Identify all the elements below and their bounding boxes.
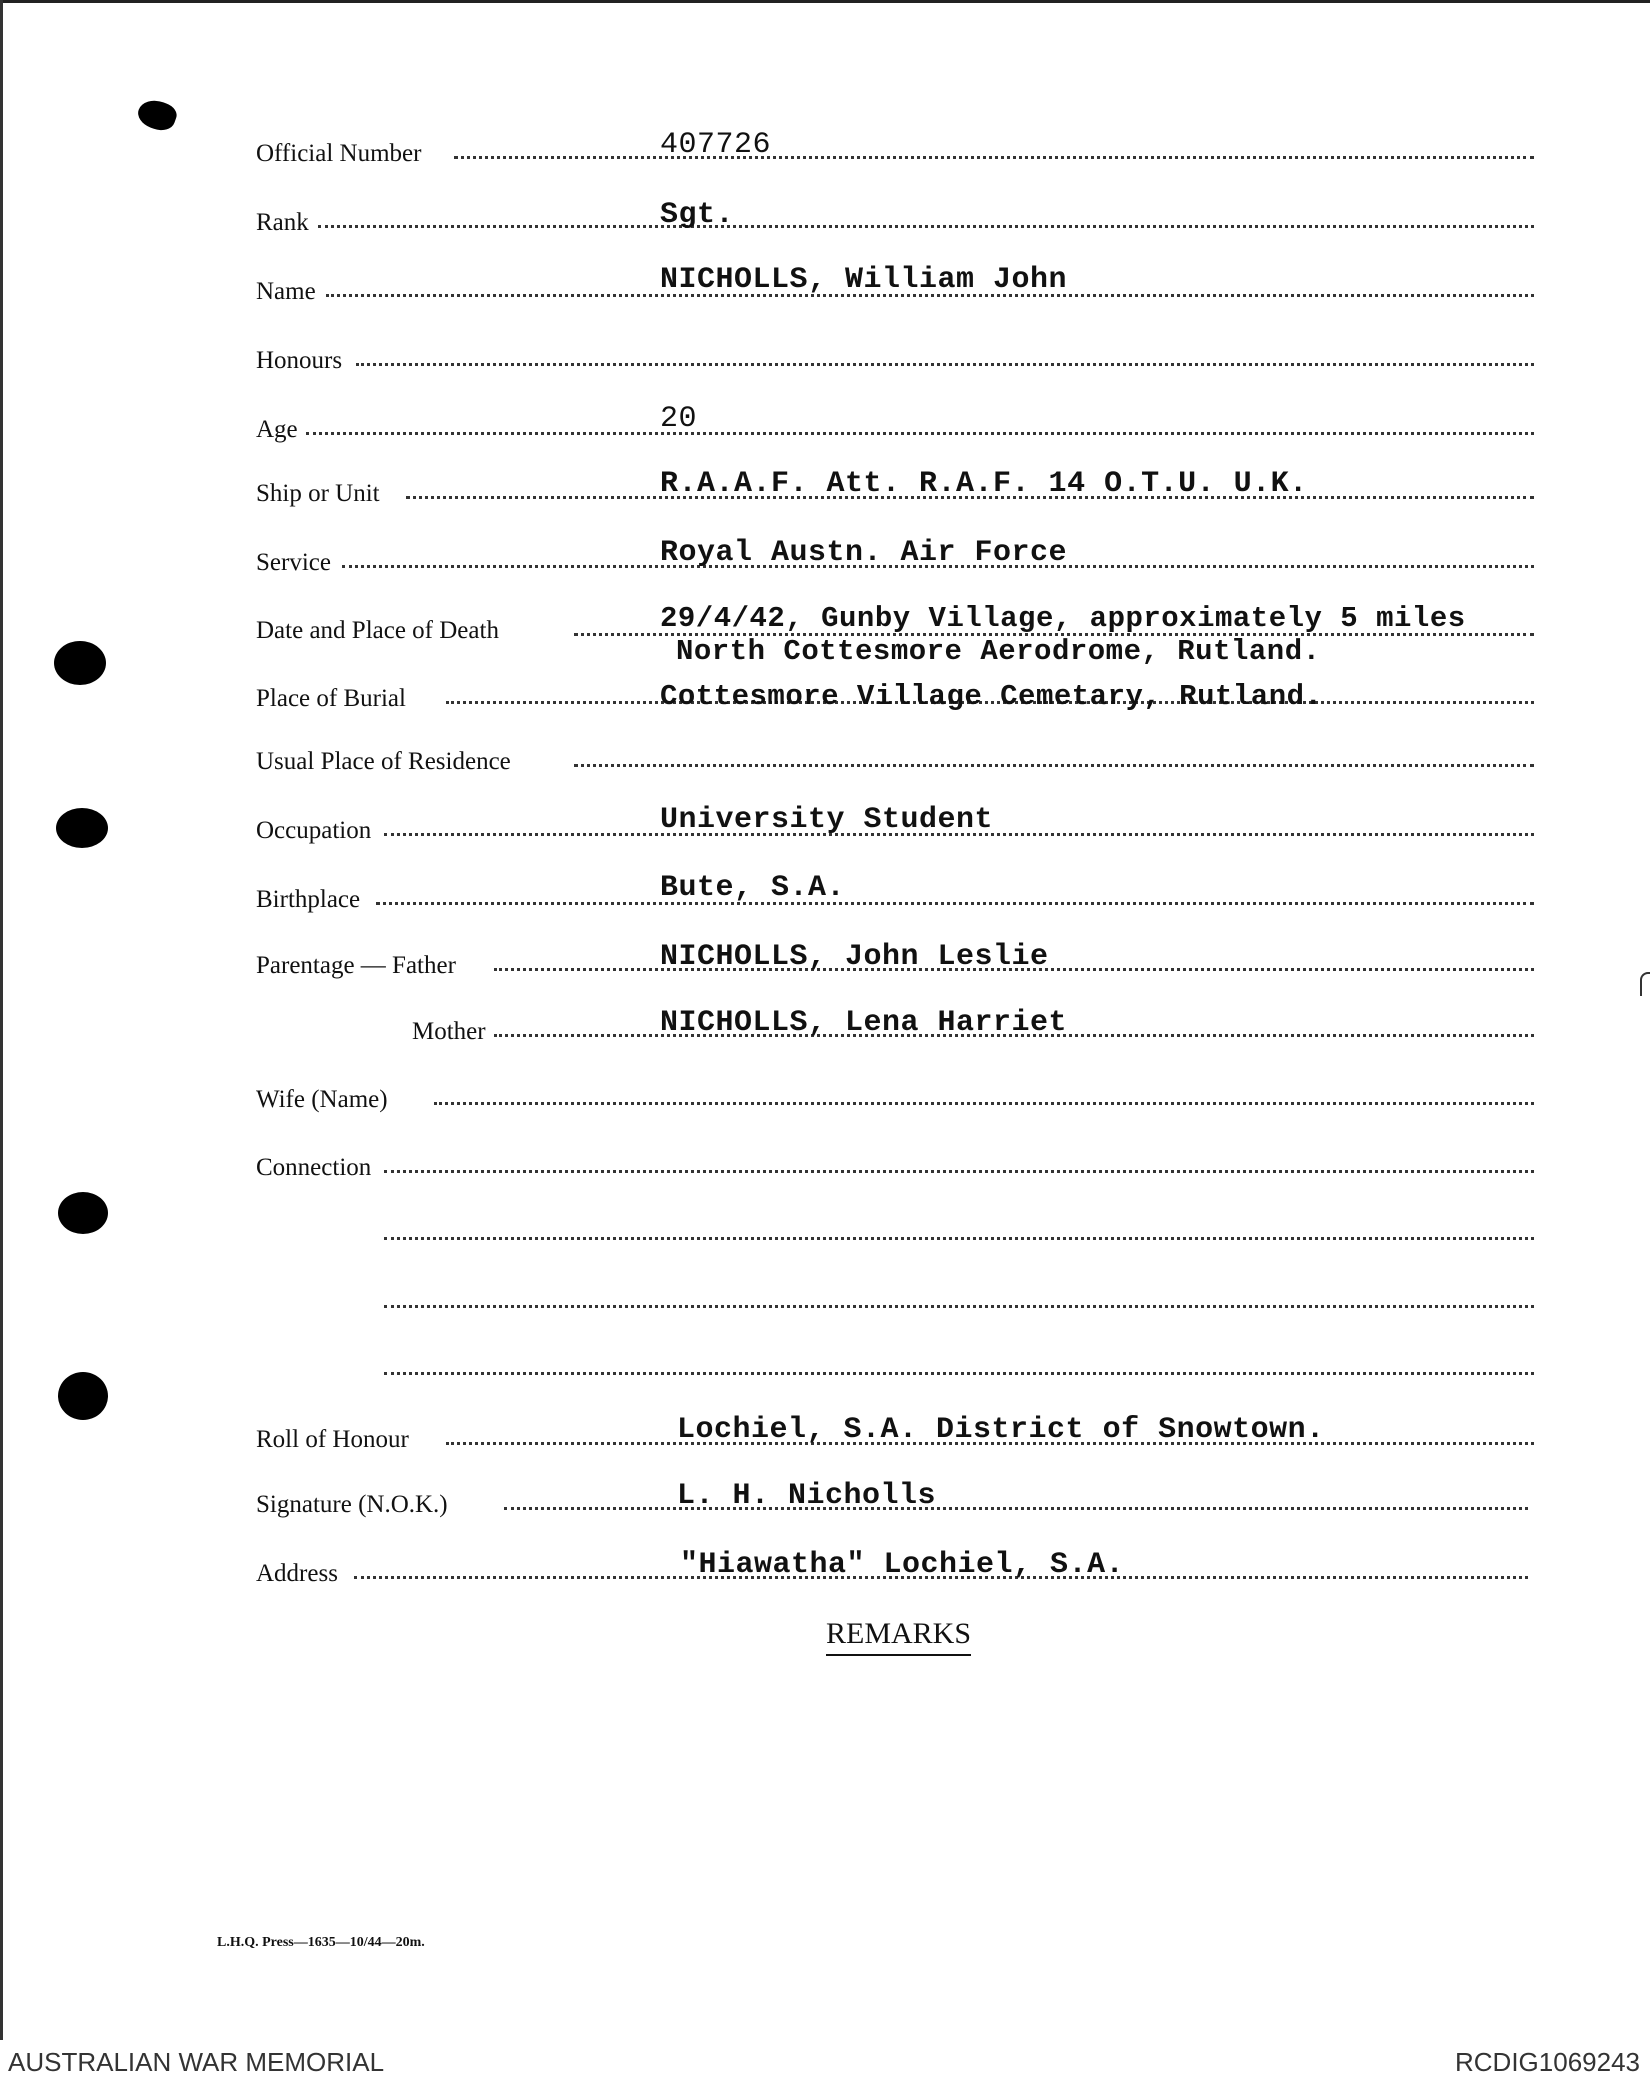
field-line (356, 363, 1534, 366)
label-date-place-of-death: Date and Place of Death (256, 617, 499, 644)
field-line (376, 902, 1534, 905)
scan-left-edge (0, 0, 3, 2040)
value-address: "Hiawatha" Lochiel, S.A. (680, 1548, 1125, 1582)
field-line (384, 1237, 1534, 1240)
field-line (318, 225, 1534, 228)
label-usual-residence: Usual Place of Residence (256, 748, 511, 775)
value-occupation: University Student (660, 803, 994, 837)
field-line (306, 432, 1534, 435)
field-line (434, 1102, 1534, 1105)
value-rank: Sgt. (660, 198, 735, 232)
label-roll-of-honour: Roll of Honour (256, 1426, 409, 1453)
field-line (454, 156, 1534, 159)
value-signature-nok: L. H. Nicholls (677, 1479, 937, 1513)
remarks-heading: REMARKS (826, 1619, 971, 1656)
label-address: Address (256, 1560, 338, 1587)
label-place-of-burial: Place of Burial (256, 685, 406, 712)
label-age: Age (256, 416, 298, 443)
value-official-number: 407726 (660, 128, 772, 162)
punch-hole (134, 95, 179, 134)
field-line (384, 1170, 1534, 1173)
footer-record-id: RCDIG1069243 (1455, 2047, 1640, 2077)
label-parentage-father: Parentage — Father (256, 952, 456, 979)
label-wife-name: Wife (Name) (256, 1086, 388, 1113)
value-mother: NICHOLLS, Lena Harriet (660, 1006, 1068, 1040)
print-reference: L.H.Q. Press—1635—10/44—20m. (217, 1935, 425, 1950)
field-line (574, 764, 1534, 767)
value-name: NICHOLLS, William John (660, 263, 1068, 297)
label-birthplace: Birthplace (256, 886, 361, 913)
value-father: NICHOLLS, John Leslie (660, 940, 1049, 974)
footer-archive-name: AUSTRALIAN WAR MEMORIAL (8, 2047, 385, 2077)
value-date-place-of-death: 29/4/42, Gunby Village, approximately 5 miles (660, 602, 1466, 635)
punch-hole (56, 808, 108, 848)
label-mother: Mother (412, 1018, 486, 1045)
value-birthplace: Bute, S.A. (660, 871, 846, 905)
value-roll-of-honour: Lochiel, S.A. District of Snowtown. (677, 1413, 1325, 1447)
label-signature-nok: Signature (N.O.K.) (256, 1491, 448, 1518)
label-service: Service (256, 549, 331, 576)
field-line (384, 1372, 1534, 1375)
value-service: Royal Austn. Air Force (660, 536, 1068, 570)
label-rank: Rank (256, 209, 309, 236)
punch-hole (58, 1192, 108, 1234)
field-line (504, 1507, 1528, 1510)
value-place-of-burial: Cottesmore Village Cemetary, Rutland. (660, 680, 1323, 713)
label-occupation: Occupation (256, 817, 372, 844)
value-age: 20 (660, 402, 698, 436)
value-date-place-of-death-line2: North Cottesmore Aerodrome, Rutland. (676, 635, 1321, 668)
margin-mark (1640, 972, 1650, 996)
label-official-number: Official Number (256, 140, 422, 167)
punch-hole (54, 641, 106, 685)
scan-top-edge (0, 0, 1650, 3)
field-line (384, 1305, 1534, 1308)
label-honours: Honours (256, 347, 343, 374)
label-name: Name (256, 278, 316, 305)
label-connection: Connection (256, 1154, 372, 1181)
punch-hole (58, 1372, 108, 1420)
label-ship-or-unit: Ship or Unit (256, 480, 380, 507)
value-ship-or-unit: R.A.A.F. Att. R.A.F. 14 O.T.U. U.K. (660, 467, 1308, 501)
